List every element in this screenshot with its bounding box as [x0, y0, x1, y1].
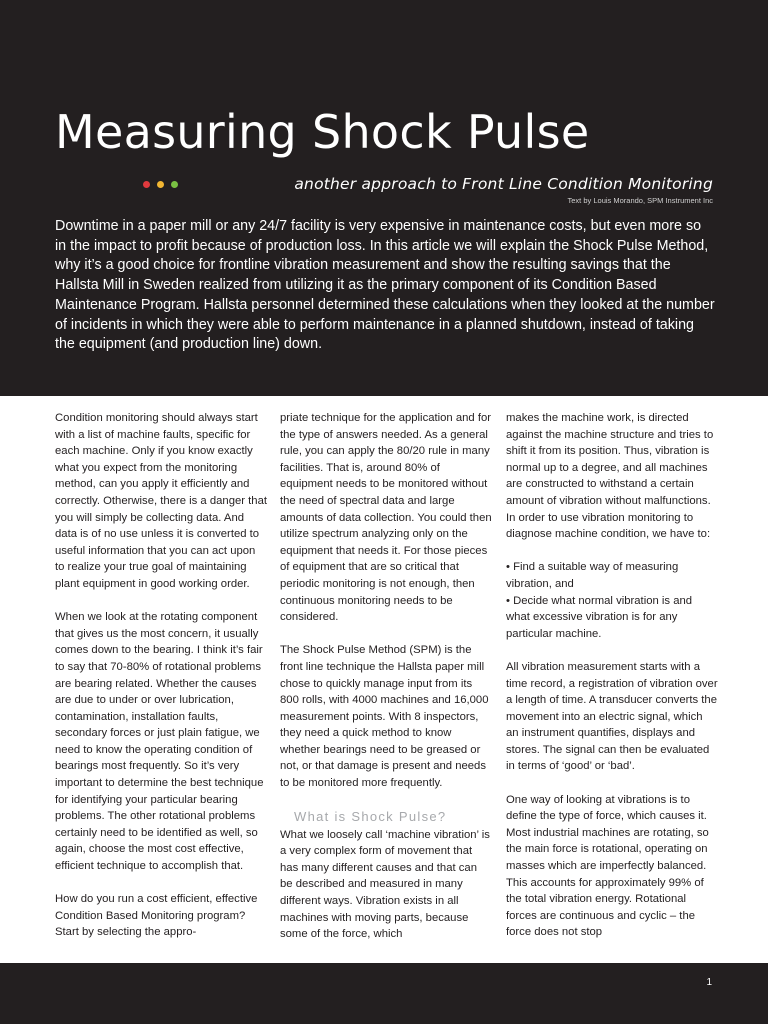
- traffic-light-dots: [143, 181, 178, 193]
- paragraph: Condition monitoring should always start with a list of machine faults, specific for each machine. Only if you know exactly what you expect from the monitoring method, can you apply it efficiently and correctly. Otherwise, there is a danger that you will simply be collecting data. And data is of no use unless it is converted to useful information that you can act upon to realize your true goal of maintaining plant equipment in good working order.: [55, 412, 268, 590]
- header-banner: [0, 0, 768, 396]
- paragraph: What we loosely call ‘machine vibration’ is a very complex form of movement that has many different causes and that can be described and measured in many different ways. Vibration exists in all machines with moving parts, because some of the force, which: [280, 828, 490, 941]
- red-dot-icon: [143, 181, 150, 188]
- paragraph: When we look at the rotating component that gives us the most concern, it usually comes down to the bearing. I think it’s fair to say that 70-80% of rotational problems are bearing related. Whether the causes are due to under or over lubrication, contamination, installation faults, secondary forces or just plain fatigue, we need to know the operating condition of bearings most frequently. So it’s very important to determine the best technique for identifying your particular bearing problems. The other rotational problems certainly need to be identified as well, so again, choose the most cost effective, efficient technique to accomplish that.: [55, 611, 264, 873]
- paragraph: makes the machine work, is directed against the machine structure and tries to shift it from its position. Thus, vibration is normal up to a degree, and all machines are constructed to withstand a certain amount of vibration without malfunctions. In order to use vibration monitoring to diagnose machine condition, we have to:: [506, 412, 714, 541]
- intro-paragraph: Downtime in a paper mill or any 24/7 facility is very expensive in maintenance costs, but even more so in the impact to profit because of production loss. In this article we will explain the Shock Pulse Method, why it’s a good choice for frontline vibration measurement and show the resulting savings that the Hallsta Mill in Sweden realized from utilizing it as the primary component of its Condition Based Maintenance Program. Hallsta personnel determined these calculations when they looked at the number of incidents in which they were able to perform maintenance in a planned shutdown, instead of taking the equipment (and production line) down.: [55, 218, 715, 353]
- footer-bar: [0, 963, 768, 1024]
- author-credit: Text by Louis Morando, SPM Instrument Inc: [567, 196, 713, 205]
- section-heading: What is Shock Pulse?: [294, 808, 447, 824]
- column-1: [55, 410, 267, 941]
- paragraph: All vibration measurement starts with a time record, a registration of vibration over a length of time. A transducer converts the movement into an electric signal, which an instrument quantifies, displays and stores. The signal can then be evaluated in terms of ‘good’ or ‘bad’.: [506, 660, 718, 773]
- paragraph: How do you run a cost efficient, effective Condition Based Monitoring program? Start by selecting the appro-: [55, 893, 258, 939]
- bullet-item: • Find a suitable way of measuring vibration, and: [506, 561, 679, 590]
- article-subtitle: another approach to Front Line Condition Monitoring: [294, 175, 713, 193]
- column-3: [506, 410, 718, 941]
- paragraph: The Shock Pulse Method (SPM) is the front line technique the Hallsta paper mill chose to quickly manage input from its 800 rolls, with 4000 machines and 16,000 measurement points. With 8 inspectors, they need a quick method to know whether bearings need to be greased or not, or that damage is present and needs to be monitored more frequently.: [280, 644, 489, 790]
- paragraph: One way of looking at vibrations is to define the type of force, which causes it. Most industrial machines are rotating, so the main force is rotational, operating on masses which are imperfectly balanced. This accounts for approximately 99% of the total vibration energy. Rotational forces are continuous and cyclic – the force does not stop: [506, 793, 709, 939]
- bullet-item: • Decide what normal vibration is and what excessive vibration is for any particular machine.: [506, 594, 693, 640]
- article-title: Measuring Shock Pulse: [55, 105, 590, 159]
- column-2: [280, 410, 492, 943]
- yellow-dot-icon: [157, 181, 164, 188]
- paragraph: priate technique for the application and for the type of answers needed. As a general rule, you can apply the 80/20 rule in many facilities. That is, around 80% of equipment needs to be monitored without the need of spectral data and large amounts of data collection. You could then utilize spectrum analyzing only on the equipment that needs it. For those pieces of equipment that are so critical that periodic monitoring is not enough, then continuous monitoring needs to be considered.: [280, 412, 492, 624]
- page-number: 1: [706, 977, 712, 988]
- green-dot-icon: [171, 181, 178, 188]
- article-body: [0, 410, 768, 956]
